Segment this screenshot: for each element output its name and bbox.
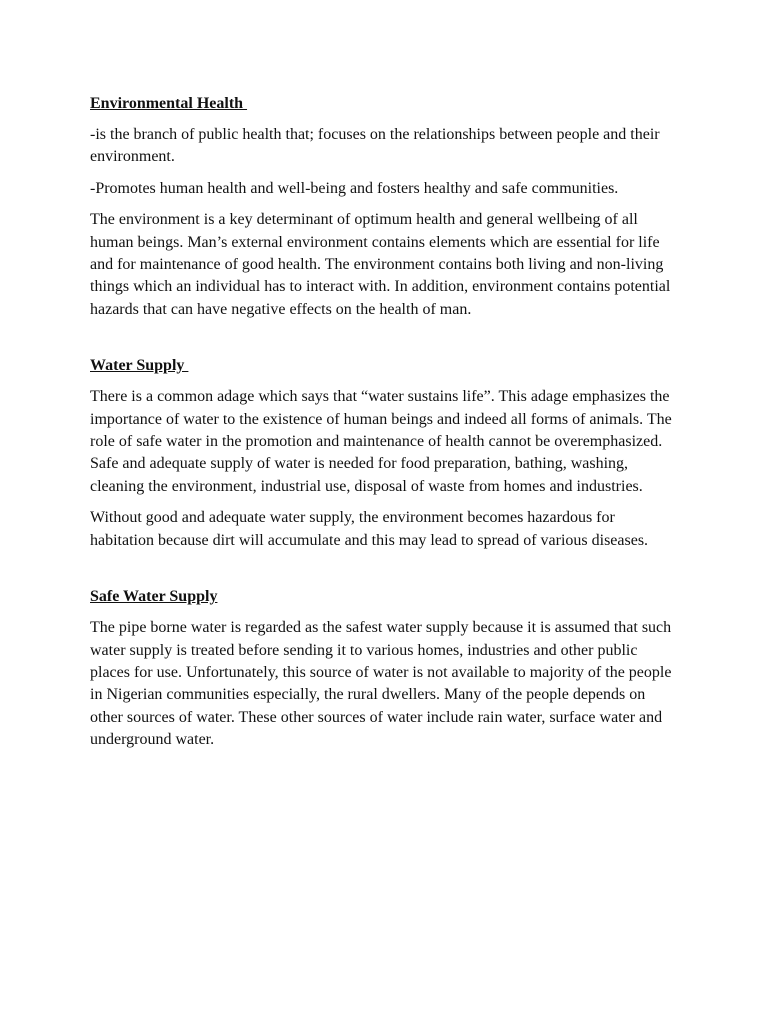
paragraph: The pipe borne water is regarded as the safest water supply because it is assumed that such water supply is treated before sending it to various homes, industries and other public places for use. Unfortunately, this source of water is not available to majority of the people in Nigerian communities especially, the rural dwellers. Many of the people depends on other sources of water. These other sources of water include rain water, surface water and underground water. <box>90 619 672 749</box>
section-safe-water-supply <box>90 586 680 751</box>
section-heading: Safe Water Supply <box>90 588 218 606</box>
section-environmental-health <box>90 93 680 321</box>
section-water-supply <box>90 355 680 552</box>
paragraph: -is the branch of public health that; focuses on the relationships between people and their environment. <box>90 126 660 166</box>
paragraph: Without good and adequate water supply, the environment becomes hazardous for habitation because dirt will accumulate and this may lead to spread of various diseases. <box>90 509 649 549</box>
paragraph: The environment is a key determinant of optimum health and general wellbeing of all human beings. Man’s external environment contains elements which are essential for life and for maintenance of good health. The environment contains both living and non-living things which an individual has to interact with. In addition, environment contains potential hazards that can have negative effects on the health of man. <box>90 211 671 318</box>
paragraph: There is a common adage which says that “water sustains life”. This adage emphasizes the importance of water to the existence of human beings and indeed all forms of animals. The role of safe water in the promotion and maintenance of health cannot be overemphasized. Safe and adequate supply of water is needed for food preparation, bathing, washing, cleaning the environment, industrial use, disposal of waste from homes and industries. <box>90 388 672 495</box>
document-body <box>90 93 680 761</box>
section-heading: Environmental Health <box>90 95 248 112</box>
section-heading: Water Supply <box>90 357 189 375</box>
paragraph: -Promotes human health and well-being and fosters healthy and safe communities. <box>90 179 619 197</box>
